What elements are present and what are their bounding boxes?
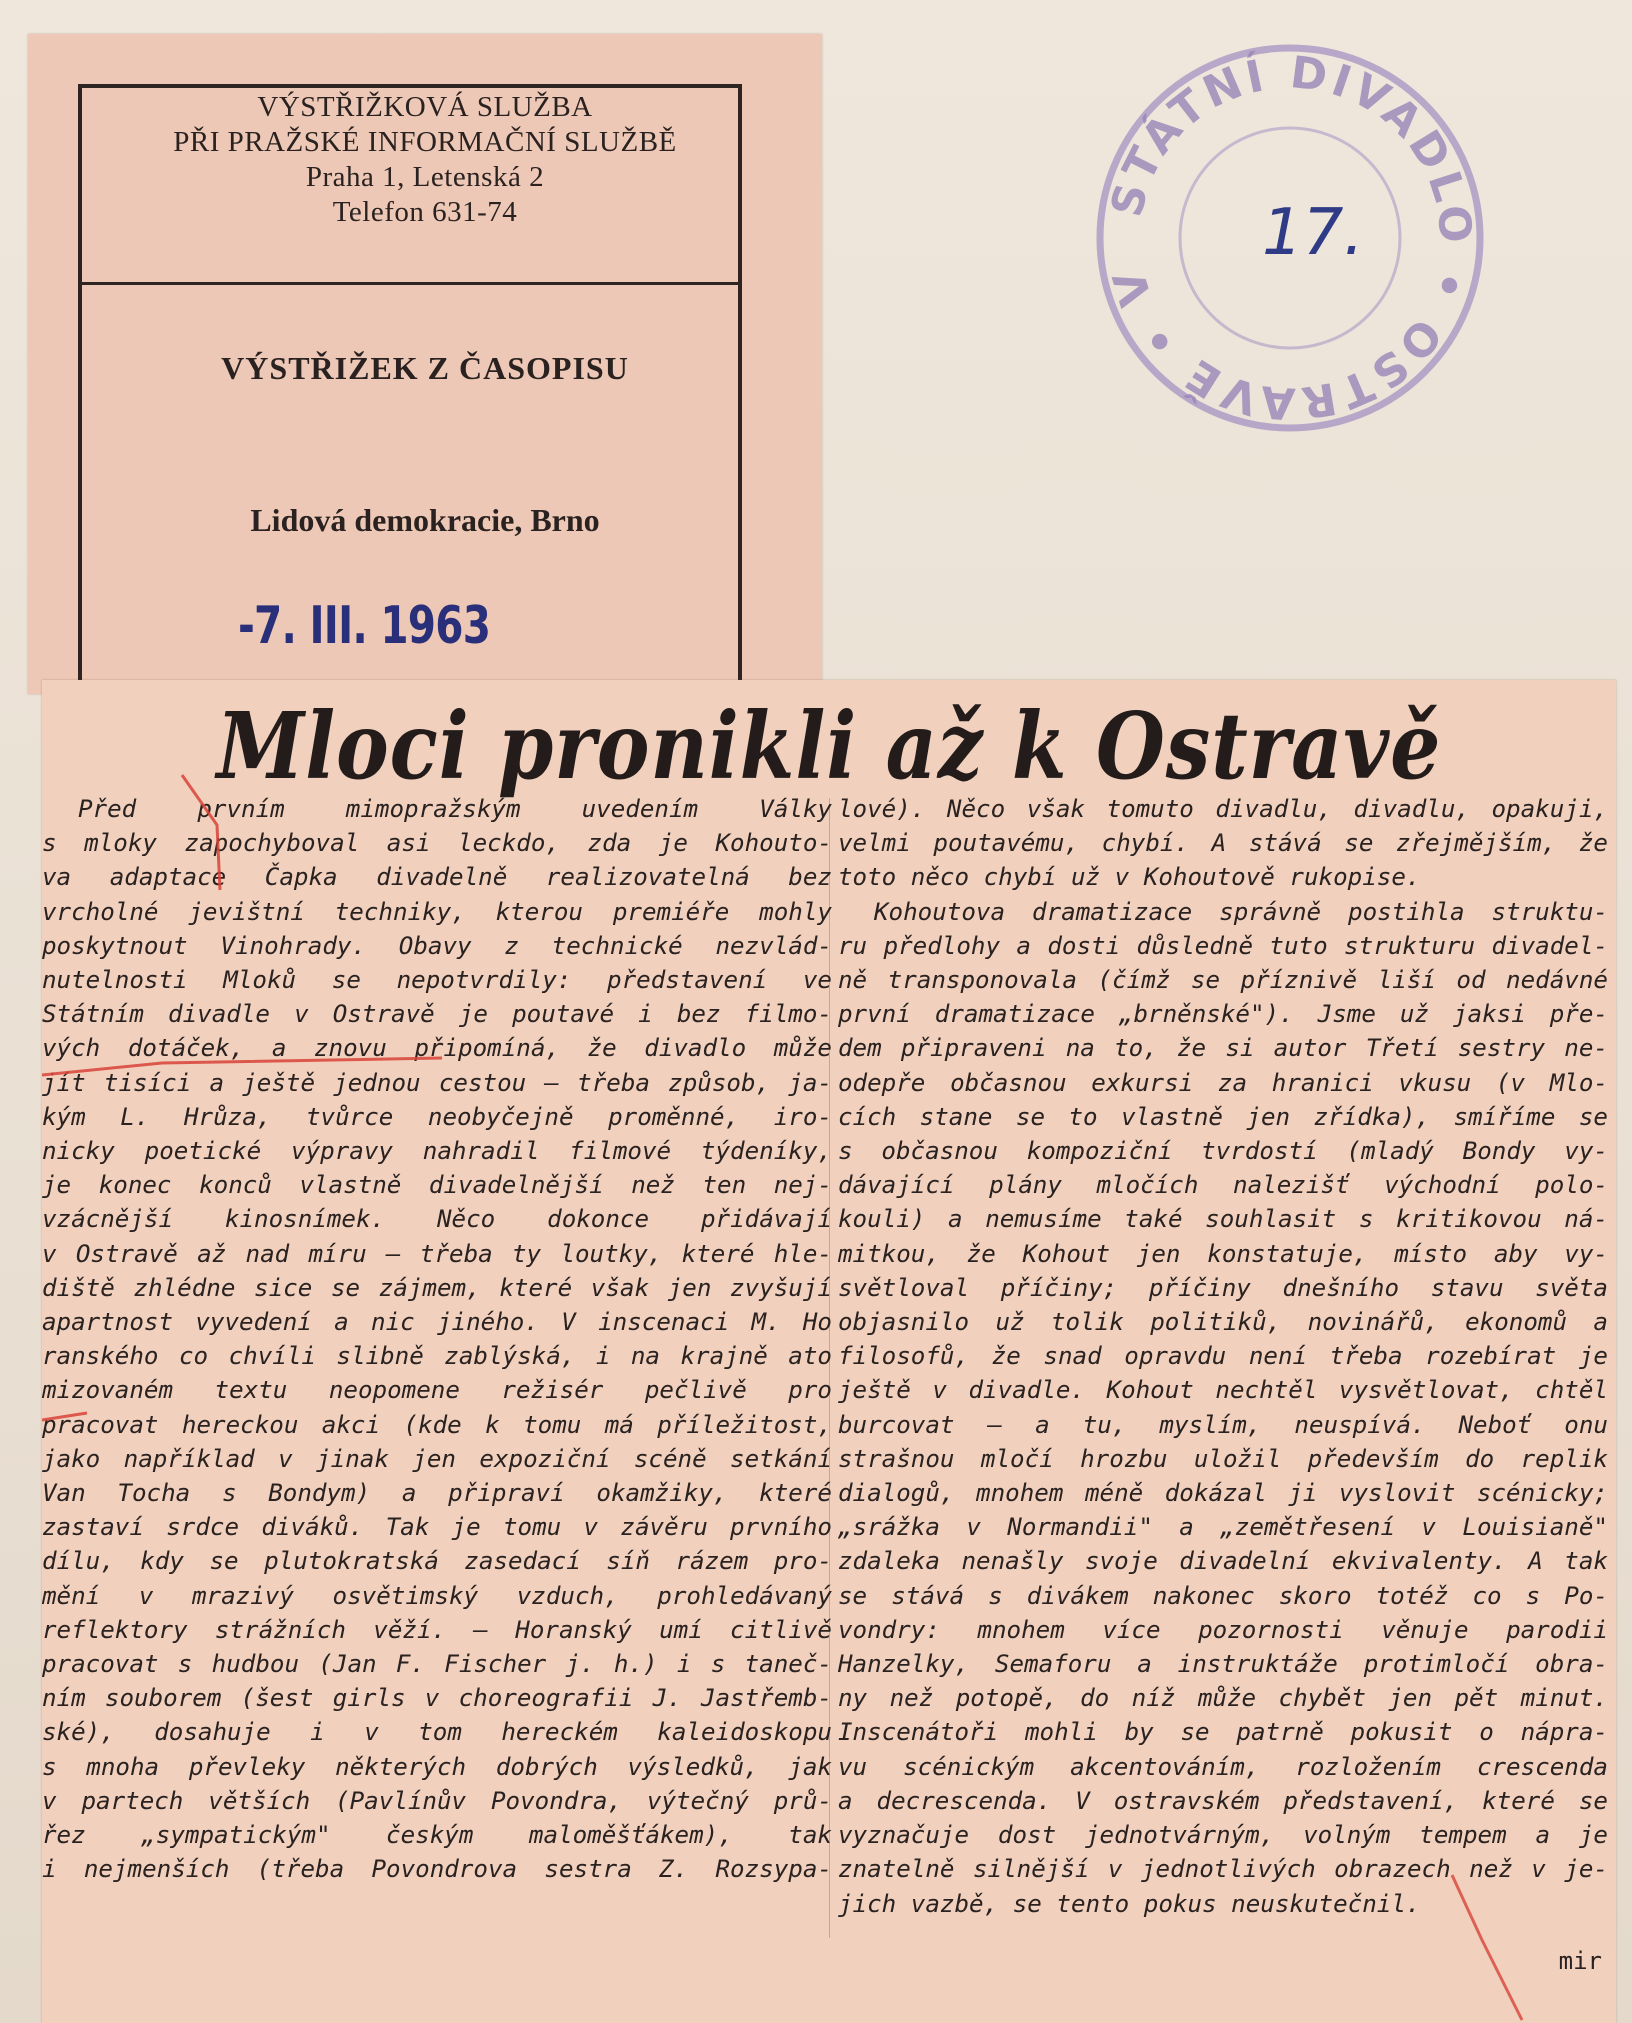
- article-line: toto něco chybí už v Kohoutově rukopise.: [838, 863, 1421, 892]
- article-line: velmi poutavému, chybí. A stává se zřejmějším, že: [838, 829, 1608, 858]
- article-line: nutelnosti Mloků se nepotvrdily: představení ve: [42, 966, 832, 995]
- article-line: vrcholné jevištní techniky, kterou premiéře mohly: [42, 897, 832, 926]
- article-line: zdaleka nenašly svoje divadelní ekvivalenty. A tak: [838, 1547, 1608, 1576]
- red-pencil-mark-bottom: [1452, 1875, 1522, 2020]
- article-line: odepře občasnou exkursi za hranici vkusu (v Mlo-: [838, 1068, 1608, 1097]
- article-line: mizovaném textu neopomene režisér pečlivě pro: [42, 1376, 832, 1405]
- article-line: strašnou mločí hrozbu uložil především do replik: [838, 1444, 1608, 1473]
- article-line: pracovat hereckou akci (kde k tomu má příležitost,: [42, 1410, 832, 1439]
- slip-header-line: PŘI PRAŽSKÉ INFORMAČNÍ SLUŽBĚ: [173, 126, 677, 158]
- article-line: ranského co chvíli slibně zablýská, i na krajně ato: [42, 1342, 832, 1371]
- red-pencil-mark-margin: [42, 1413, 87, 1420]
- slip-clipping-type: VÝSTŘIŽEK Z ČASOPISU: [221, 350, 629, 386]
- article-line: diště zhlédne sice se zájmem, které však jen zvyšují: [42, 1273, 832, 1302]
- article-line: jich vazbě, se tento pokus neuskutečnil.: [838, 1889, 1421, 1918]
- slip-header-line: Praha 1, Letenská 2: [305, 161, 545, 193]
- article-line: v Ostravě až nad míru — třeba ty loutky, které hle-: [42, 1239, 832, 1268]
- article-signature: mir: [1558, 1947, 1602, 1975]
- article-line: vondry: mnohem více pozornosti věnuje parodii: [838, 1615, 1608, 1644]
- red-pencil-underline: [42, 1058, 442, 1075]
- article-line: Před prvním mimopražským uvedením Války: [78, 795, 832, 823]
- article-line: pracovat s hudbou (Jan F. Fischer j. h.) i s taneč-: [42, 1650, 832, 1679]
- article-line: jít tisíci a ještě jednou cestou — třeba způsob, ja-: [42, 1068, 832, 1097]
- stamp-handwritten-number: 17.: [1262, 196, 1364, 270]
- article-line: burcovat — a tu, myslím, neuspívá. Neboť onu: [838, 1410, 1608, 1439]
- article-line: apartnost vyvedení a nic jiného. V inscenaci M. Ho: [42, 1308, 832, 1337]
- article-line: Hanzelky, Semaforu a instruktáže protimločí obra-: [838, 1650, 1608, 1679]
- article-line: cích stane se to vlastně jen zřídka), smíříme se: [838, 1102, 1608, 1131]
- article-line: s mnoha převleky některých dobrých výsledků, jak: [42, 1752, 832, 1781]
- slip-source-publication: Lidová demokracie, Brno: [250, 502, 600, 538]
- newspaper-clipping: [42, 680, 1616, 2023]
- article-line: v partech větších (Pavlínův Povondra, výtečný prů-: [42, 1786, 832, 1815]
- slip-header: [28, 90, 822, 230]
- article-line: s mloky zapochyboval asi leckdo, zda je Kohouto-: [42, 829, 832, 858]
- article-line: objasnilo už tolik politiků, novinářů, ekonomů a: [838, 1308, 1608, 1337]
- article-line: zastaví srdce diváků. Tak je tomu v závěru prvního: [42, 1513, 832, 1542]
- article-line: filosofů, že snad opravdu není třeba rozebírat je: [838, 1342, 1608, 1371]
- article-line: ru předlohy a dosti důsledně tuto strukturu divadel-: [838, 931, 1608, 960]
- article-line: dílu, kdy se plutokratská zasedací síň rázem pro-: [42, 1547, 832, 1576]
- article-line: ny než potopě, do níž může chybět jen pět minut.: [838, 1684, 1608, 1713]
- article-line: lové). Něco však tomuto divadlu, divadlu, opakuji,: [838, 795, 1608, 823]
- article-line: reflektory strážních věží. — Horanský umí citlivě: [42, 1615, 832, 1644]
- clipping-service-slip: [28, 34, 822, 694]
- article-line: Inscenátoři mohli by se patrně pokusit o nápra-: [838, 1718, 1608, 1747]
- article-line: je konec konců vlastně divadelnější než ten nej-: [42, 1171, 832, 1200]
- slip-header-line: Telefon 631-74: [332, 196, 518, 228]
- article-line: kouli) a nemusíme také souhlasit s kritikovou ná-: [838, 1205, 1608, 1234]
- article-line: ně transponovala (čímž se příznivě liší od nedávné: [838, 966, 1608, 995]
- article-line: se stává s divákem nakonec skoro totéž co s Po-: [838, 1581, 1608, 1610]
- article-line: dem připraveni na to, že si autor Třetí sestry ne-: [838, 1034, 1608, 1063]
- article-line: Kohoutova dramatizace správně postihla struktu-: [874, 897, 1608, 926]
- article-line: světloval příčiny; příčiny dnešního stavu světa: [838, 1273, 1608, 1302]
- article-line: mění v mrazivý osvětimský vzduch, prohledávaný: [42, 1581, 832, 1610]
- slip-header-line: VÝSTŘIŽKOVÁ SLUŽBA: [257, 91, 593, 123]
- article-line: ním souborem (šest girls v choreografii J. Jastřemb-: [42, 1684, 832, 1713]
- article-line: dialogů, mnohem méně dokázal ji vyslovit scénicky;: [838, 1479, 1608, 1508]
- article-line: „srážka v Normandii" a „zemětřesení v Louisianě": [838, 1513, 1608, 1542]
- article-line: dávající plány mločích nalezišť východní polo-: [838, 1171, 1608, 1200]
- article-line: vzácnější kinosnímek. Něco dokonce přidávají: [42, 1205, 832, 1234]
- slip-divider: [78, 282, 742, 285]
- article-line: jako například v jinak jen expoziční scéně setkání: [42, 1444, 832, 1473]
- article-line: i nejmenších (třeba Povondrova sestra Z. Rozsypa-: [42, 1855, 832, 1884]
- article-line: znatelně silnější v jednotlivých obrazech než v je-: [838, 1855, 1608, 1884]
- red-pencil-mark-top: [182, 775, 220, 890]
- article-line: řez „sympatickým" českým maloměšťákem), tak: [42, 1821, 832, 1850]
- article-line: poskytnout Vinohrady. Obavy z technické nezvlád-: [42, 931, 832, 960]
- article-line: kým L. Hrůza, tvůrce neobyčejně proměnné, iro-: [42, 1102, 832, 1131]
- article-line: a decrescenda. V ostravském představení, které se: [838, 1786, 1608, 1815]
- article-headline: Mloci pronikli až k Ostravě: [216, 692, 1442, 800]
- article-line: vyznačuje dost jednotvárným, volným tempem a je: [838, 1821, 1608, 1850]
- article-line: první dramatizace „brněnské"). Jsme už jaksi pře-: [838, 1000, 1608, 1029]
- article-line: vu scénickým akcentováním, rozložením crescenda: [838, 1752, 1608, 1781]
- article-line: mitkou, že Kohout jen konstatuje, místo aby vy-: [838, 1239, 1608, 1268]
- article-line: ještě v divadle. Kohout nechtěl vysvětlovat, chtěl: [838, 1376, 1608, 1405]
- slip-date-stamp: -7. III. 1963: [238, 596, 491, 656]
- article-line: Státním divadle v Ostravě je poutavé i bez filmo-: [42, 1000, 832, 1029]
- article-line: va adaptace Čapka divadelně realizovatelná bez: [42, 863, 832, 892]
- stamp-ring-text: STÁTNÍ DIVADLO • OSTRAVĚ • V: [1101, 46, 1482, 429]
- article-line: ské), dosahuje i v tom hereckém kaleidoskopu: [42, 1718, 832, 1747]
- article-line: nicky poetické výpravy nahradil filmové týdeníky,: [42, 1137, 832, 1166]
- article-line: Van Tocha s Bondym) a připraví okamžiky, které: [42, 1479, 832, 1508]
- red-pencil-marks: [42, 680, 1616, 2023]
- article-line: vých dotáček, a znovu připomíná, že divadlo může: [42, 1034, 832, 1063]
- article-line: s občasnou kompoziční tvrdostí (mladý Bondy vy-: [838, 1137, 1608, 1166]
